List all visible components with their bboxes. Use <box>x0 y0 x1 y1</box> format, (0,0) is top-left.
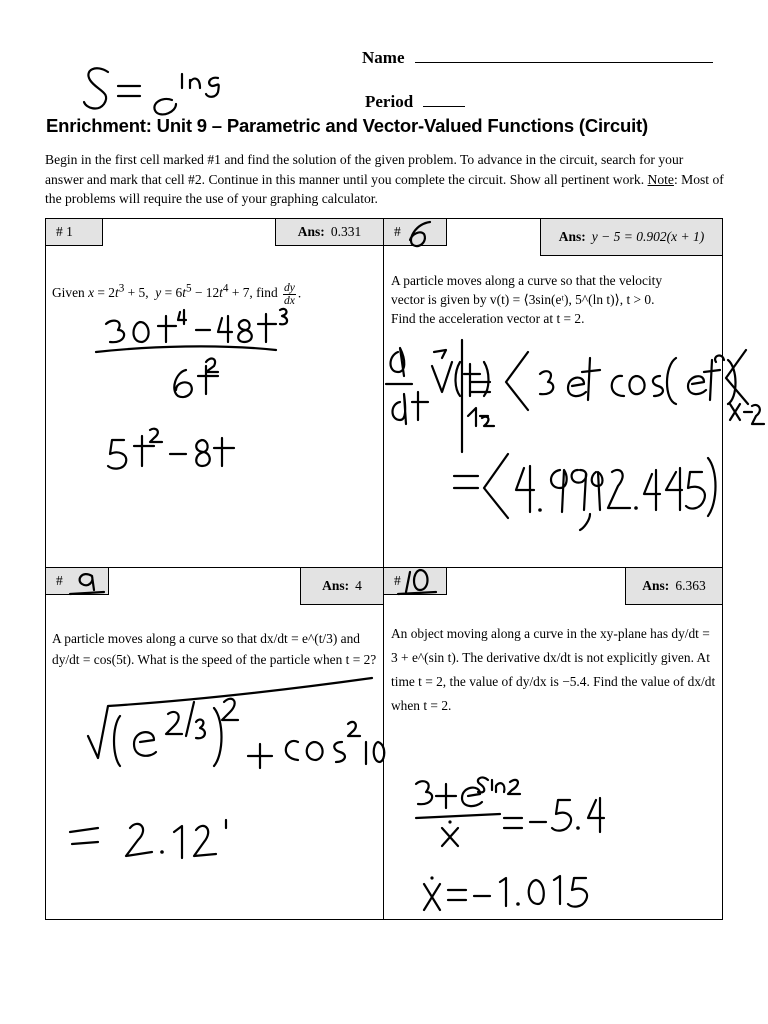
name-label: Name <box>362 48 405 67</box>
cell-2-number: # <box>383 218 447 246</box>
cell-2-ans-label: Ans: <box>558 229 586 244</box>
cell-3-ans-value: 4 <box>355 578 362 593</box>
cell-3-ans-label: Ans: <box>322 578 350 593</box>
worksheet-title: Enrichment: Unit 9 – Parametric and Vector-Valued Functions (Circuit) <box>46 115 648 136</box>
handwritten-top-note <box>84 68 219 114</box>
cell-2-ans-value: y − 5 = 0.902(x + 1) <box>591 229 705 244</box>
cell-1-ans-value: 0.331 <box>330 224 362 239</box>
cell-1-question: Given $x = 2t^3 + 5$, $y = 6t^5 - 12t^4 + 7$, find $\frac{dy}{dx}$ . <box>52 281 302 307</box>
cell-4-question: An object moving along a curve in the xy-plane has dy/dt = 3 + e^(sin t). The derivative dx/dt is not explicitly given. At time t = 2, the value of dy/dx is −5.4. Find the value of dx/dt when t = 2. <box>391 626 716 713</box>
cell-2-question-line3: Find the acceleration vector at t = 2. <box>391 311 585 326</box>
cell-3-handwritten-work <box>70 678 384 858</box>
cell-3-handwritten-number <box>70 574 104 594</box>
cell-3-number: # <box>45 567 109 595</box>
cell-2-handwritten-work <box>386 340 764 530</box>
cell-4-handwritten-number <box>398 570 436 594</box>
instructions-text: Begin in the first cell marked #1 and find the solution of the given problem. To advance in the circuit, search for your answer and mark that cell #2. Continue in this manner until you complete the circuit. Show all pertinent work. <box>45 152 684 187</box>
cell-2-question-line1: A particle moves along a curve so that the velocity <box>391 273 663 288</box>
period-label: Period <box>365 92 414 111</box>
cell-2-question-line2: vector is given by v(t) = ⟨3sin(eᵗ), 5^(ln t)⟩, t > 0. <box>391 292 655 307</box>
instructions-note-text: : Most of the problems will require the use of your graphing calculator. <box>45 171 724 206</box>
cell-2-handwritten-number <box>410 222 430 246</box>
cell-4-ans-value: 6.363 <box>675 578 706 593</box>
cell-1-handwritten-work <box>96 309 287 469</box>
cell-4-handwritten-work <box>416 777 604 910</box>
cell-4-ans-label: Ans: <box>642 578 670 593</box>
cell-3-question: A particle moves along a curve so that dx/dt = e^(t/3) and dy/dt = cos(5t). What is the speed of the particle when t = 2? <box>52 631 377 667</box>
cell-1-number: # 1 <box>45 218 103 246</box>
cell-4-number: # <box>383 567 447 595</box>
cell-1-ans-label: Ans: <box>297 224 325 239</box>
note-label: Note <box>647 171 674 187</box>
